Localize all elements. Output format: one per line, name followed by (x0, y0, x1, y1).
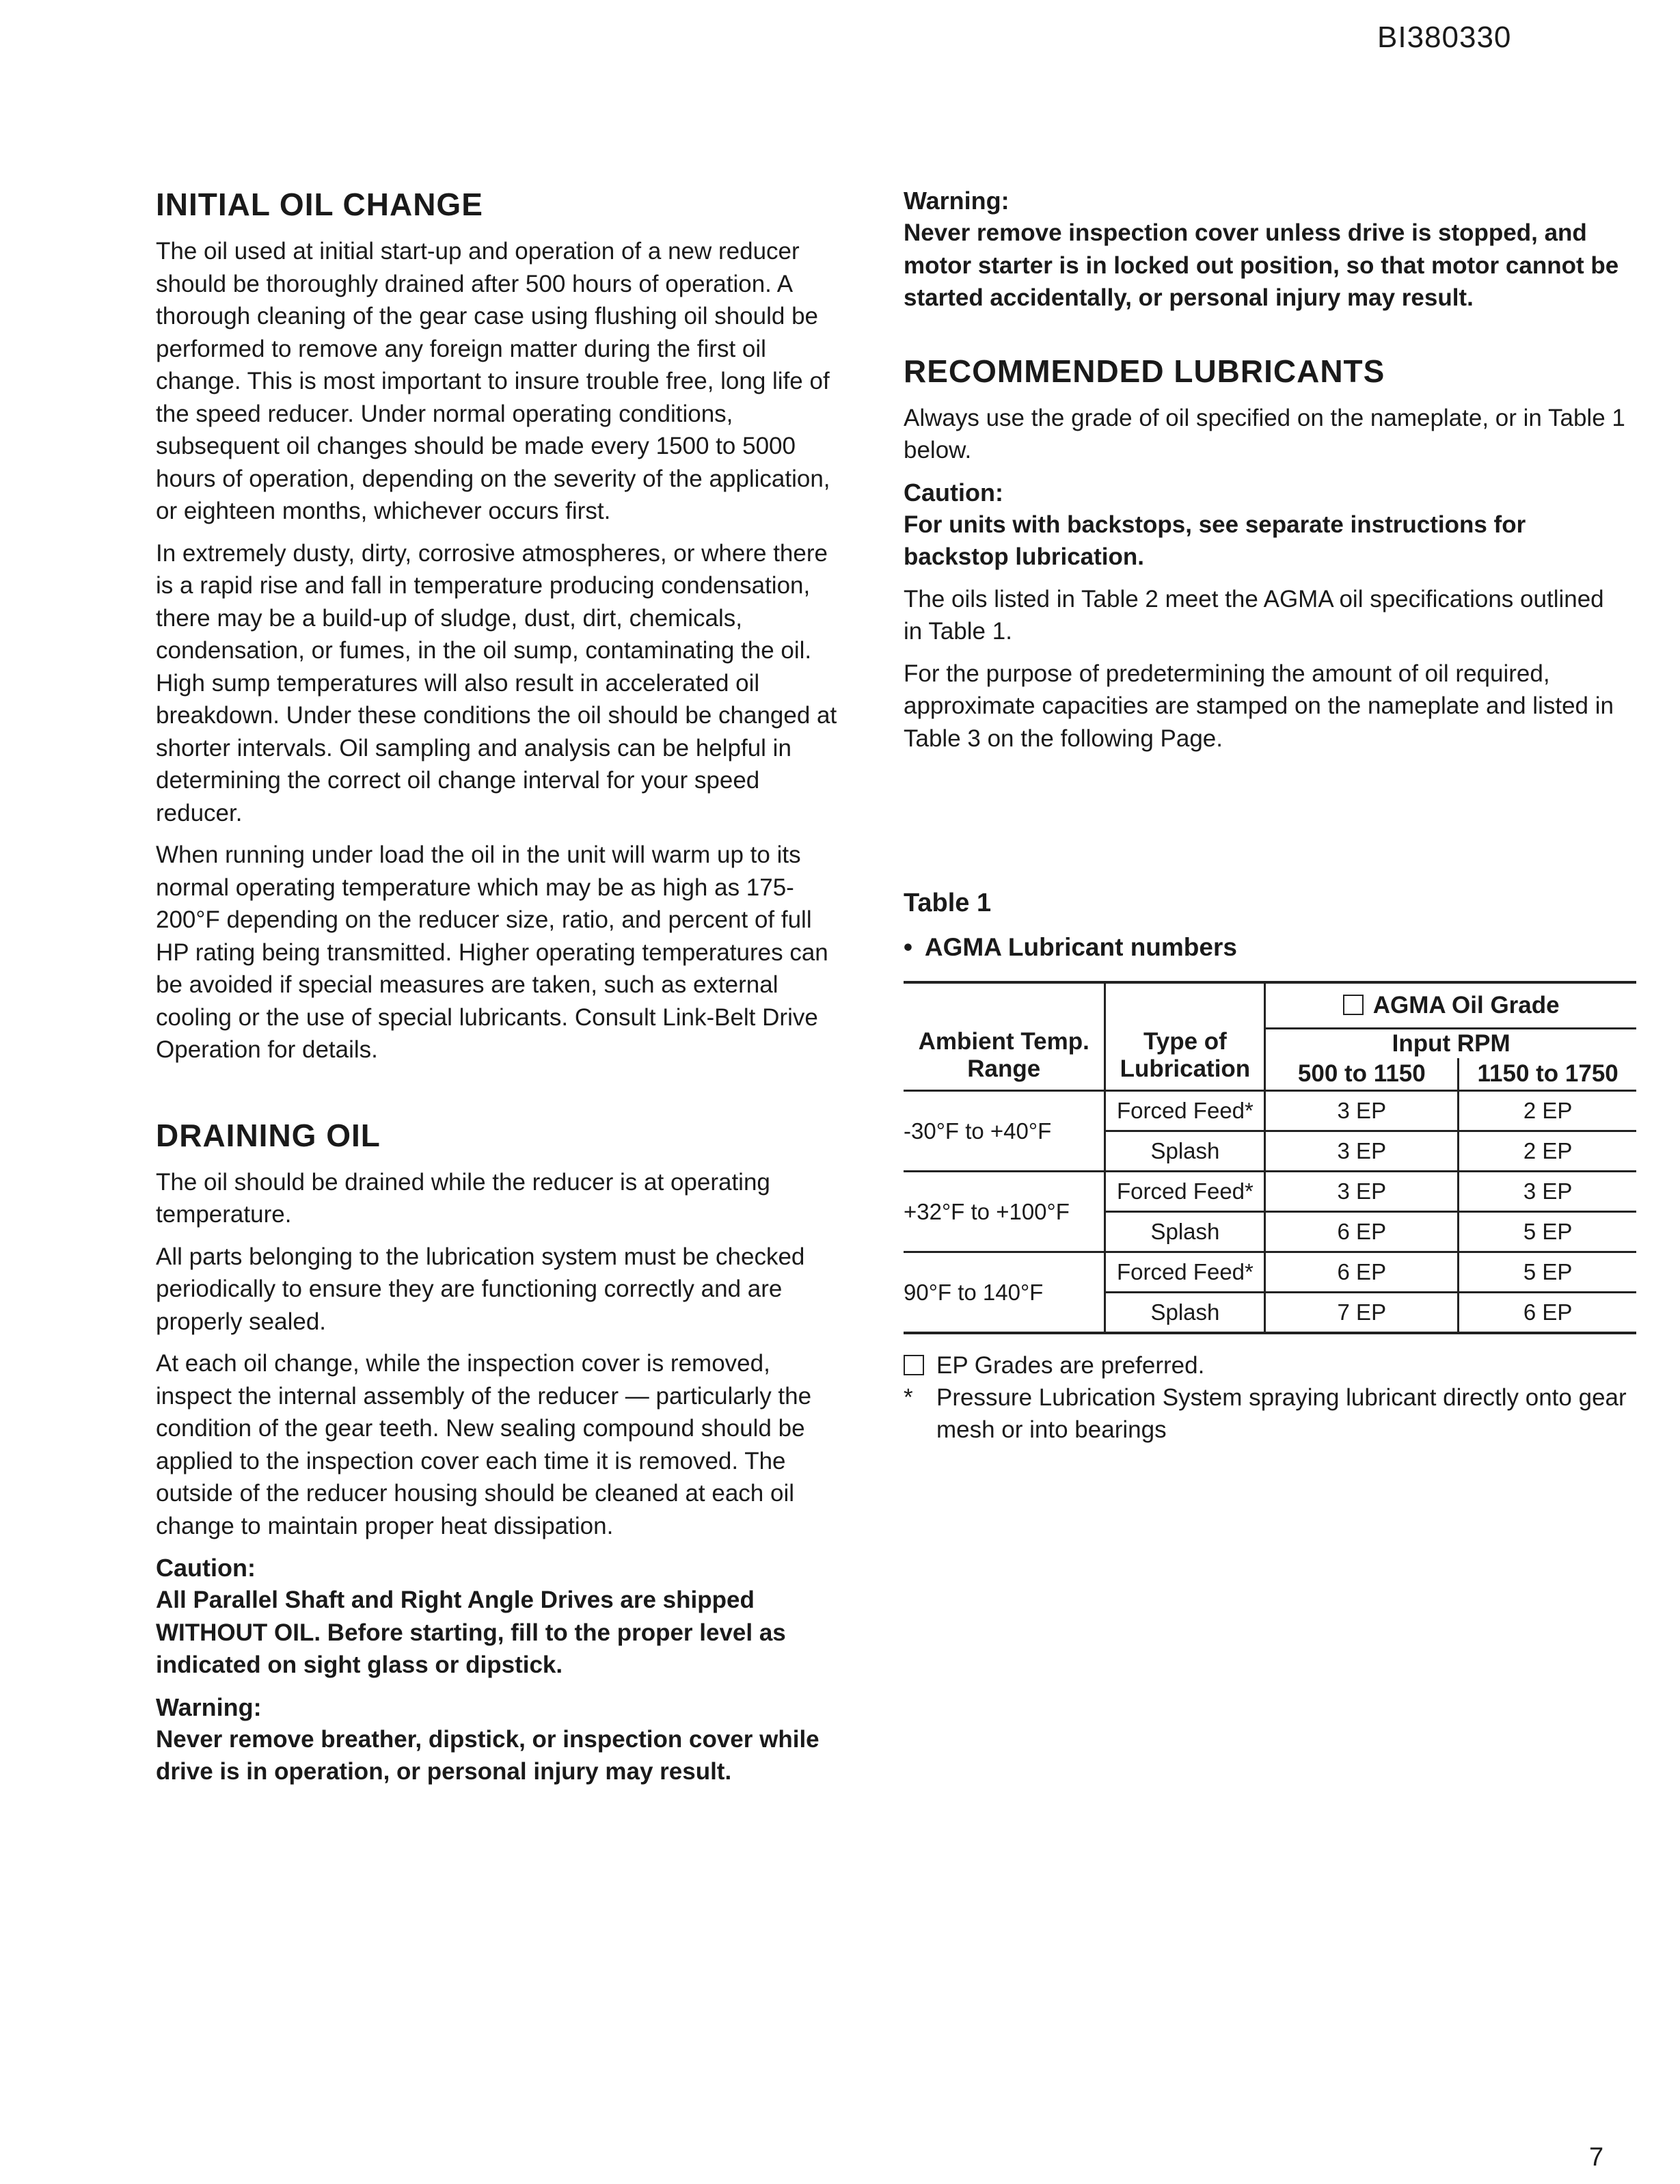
right-column (904, 185, 1628, 1446)
checkbox-icon (1343, 995, 1364, 1015)
range-cell: 90°F to 140°F (904, 1279, 1044, 1305)
warning-label: Warning: (156, 1693, 262, 1721)
ep-note-text: EP Grades are preferred. (936, 1352, 1205, 1379)
type-cell: Forced Feed* (1105, 1252, 1265, 1293)
grade-low-cell: 3 EP (1265, 1131, 1459, 1172)
warning-label-right: Warning: (904, 187, 1010, 215)
checkbox-icon (904, 1355, 924, 1375)
type-cell: Forced Feed* (1105, 1091, 1265, 1131)
initial-oil-change-heading: INITIAL OIL CHANGE (156, 187, 483, 222)
grade-high-cell: 6 EP (1459, 1293, 1636, 1334)
caution-text: All Parallel Shaft and Right Angle Drives are shipped WITHOUT OIL. Before starting, fill to the proper level as indicated on sight glass or dipstick. (156, 1587, 786, 1678)
pressure-note-text: Pressure Lubrication System spraying lubricant directly onto gear mesh or into bearings (936, 1384, 1627, 1443)
lubricants-paragraph-2: For the purpose of predetermining the amount of oil required, approximate capacities are stamped on the nameplate and listed in Table 3 on the following Page. (904, 660, 1614, 752)
table-title: Table 1 (904, 889, 992, 917)
type-cell: Splash (1105, 1131, 1265, 1172)
lubricant-table (904, 981, 1636, 1334)
ep-note (904, 1349, 1628, 1381)
page-number: 7 (1589, 2143, 1604, 2172)
table-subtitle-text: AGMA Lubricant numbers (924, 933, 1237, 961)
draining-paragraph-1: The oil should be drained while the reducer is at operating temperature. (156, 1168, 770, 1228)
warning-text-right: Never remove inspection cover unless drive is stopped, and motor starter is in locked out position, so that motor cannot be started accidentally, or personal injury may result. (904, 219, 1619, 311)
initial-oil-paragraph-3: When running under load the oil in the unit will warm up to its normal operating temperature which may be as high as 175-200°F depending on the reducer size, ratio, and percent of full HP rating being transmitted. Higher operating temperatures can be avoided if special measures are taken, such as external cooling or the use of special lubricants. Consult Link-Belt Drive Operation for details. (156, 841, 828, 1063)
caution-label: Caution: (156, 1554, 256, 1582)
lubricants-caution-text: For units with backstops, see separate instructions for backstop lubrication. (904, 511, 1526, 570)
rpm-high-header: 1150 to 1750 (1459, 1058, 1636, 1091)
grade-low-cell: 6 EP (1265, 1252, 1459, 1293)
bullet-glyph: • (904, 933, 912, 961)
left-column (156, 186, 839, 1798)
grade-high-cell: 2 EP (1459, 1131, 1636, 1172)
asterisk-mark: * (904, 1384, 913, 1411)
grade-high-cell: 3 EP (1459, 1172, 1636, 1212)
grade-low-cell: 7 EP (1265, 1293, 1459, 1334)
rpm-header: Input RPM (1265, 1029, 1636, 1059)
range-cell: -30°F to +40°F (904, 1118, 1052, 1144)
grade-low-cell: 3 EP (1265, 1172, 1459, 1212)
draining-paragraph-2: All parts belonging to the lubrication system must be checked periodically to ensure they are functioning correctly and are properly sealed. (156, 1243, 805, 1335)
warning-text: Never remove breather, dipstick, or inspection cover while drive is in operation, or personal injury may result. (156, 1725, 819, 1785)
recommended-lubricants-heading: RECOMMENDED LUBRICANTS (904, 353, 1385, 389)
grade-high-cell: 2 EP (1459, 1091, 1636, 1131)
rpm-low-header: 500 to 1150 (1265, 1058, 1459, 1091)
lubricants-intro: Always use the grade of oil specified on the nameplate, or in Table 1 below. (904, 404, 1625, 463)
lubricants-paragraph-1: The oils listed in Table 2 meet the AGMA oil specifications outlined in Table 1. (904, 585, 1604, 645)
range-cell: +32°F to +100°F (904, 1198, 1070, 1224)
grade-high-cell: 5 EP (1459, 1252, 1636, 1293)
grade-header-text: AGMA Oil Grade (1372, 992, 1560, 1019)
grade-header (1265, 982, 1636, 1029)
table-subtitle (904, 933, 1628, 962)
initial-oil-paragraph-1: The oil used at initial start-up and operation of a new reducer should be thoroughly drained after 500 hours of operation. A thorough cleaning of the gear case using flushing oil should be performed to remove any foreign matter during the first oil change. This is most important to insure trouble free, long life of the speed reducer. Under normal operating conditions, subsequent oil changes should be made every 1500 to 5000 hours of operation, depending on the severity of the application, or eighteen months, whichever occurs first. (156, 238, 830, 524)
type-cell: Splash (1105, 1212, 1265, 1252)
type-header: Type of Lubrication (1105, 982, 1265, 1091)
lubricants-caution-label: Caution: (904, 478, 1003, 507)
grade-high-cell: 5 EP (1459, 1212, 1636, 1252)
draining-paragraph-3: At each oil change, while the inspection cover is removed, inspect the internal assembly of the reducer — particularly the condition of the gear teeth. New sealing compound should be applied to the inspection cover each time it is removed. The outside of the reducer housing should be cleaned at each oil change to maintain proper heat dissipation. (156, 1350, 812, 1539)
table-notes (904, 1349, 1628, 1446)
grade-low-cell: 6 EP (1265, 1212, 1459, 1252)
initial-oil-paragraph-2: In extremely dusty, dirty, corrosive atmospheres, or where there is a rapid rise and fall in temperature producing condensation, there may be a build-up of sludge, dust, dirt, chemicals, condensation, or fumes, in the oil sump, contaminating the oil. High sump temperatures will also result in accelerated oil breakdown. Under these conditions the oil should be changed at shorter intervals. Oil sampling and analysis can be helpful in determining the correct oil change interval for your speed reducer. (156, 539, 837, 826)
draining-oil-heading: DRAINING OIL (156, 1117, 381, 1153)
pressure-note (904, 1381, 1628, 1446)
grade-low-cell: 3 EP (1265, 1091, 1459, 1131)
document-id: BI380330 (1377, 21, 1512, 54)
ambient-header: Ambient Temp. Range (918, 1028, 1089, 1082)
type-cell: Forced Feed* (1105, 1172, 1265, 1212)
type-cell: Splash (1105, 1293, 1265, 1334)
